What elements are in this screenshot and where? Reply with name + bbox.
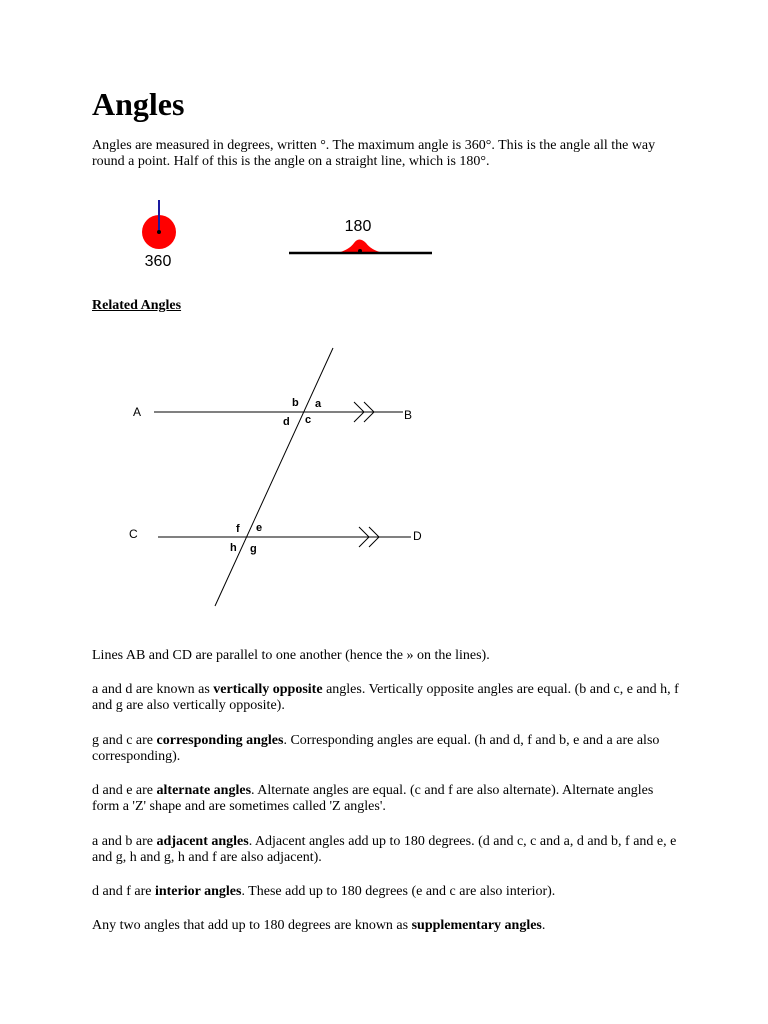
definition-term: alternate angles	[156, 783, 252, 798]
angle-label-f: f	[236, 523, 240, 535]
transversal-line	[215, 348, 333, 606]
definition-corresponding	[92, 733, 682, 765]
definition-text: d and e are	[92, 783, 157, 798]
angle-label-h: h	[230, 542, 237, 554]
intro-paragraph: Angles are measured in degrees, written °. The maximum angle is 360°. This is the angle all the way round a point. Half of this is the angle on a straight line, which is 180°.	[92, 138, 656, 169]
definition-term: supplementary angles	[411, 918, 542, 933]
label-180: 180	[344, 218, 372, 235]
angle-label-b: b	[292, 397, 299, 409]
definition-vertically-opposite	[92, 682, 682, 714]
definition-text: . Alternate angles are equal. (c and f are also alternate). Alternate angles form a 'Z' shape and are sometimes called 'Z angles'.	[92, 783, 654, 814]
point-label-c: C	[129, 527, 138, 541]
label-360: 360	[144, 253, 172, 270]
definition-text: . These add up to 180 degrees (e and c are also interior).	[241, 884, 556, 899]
angle-label-e: e	[256, 522, 263, 534]
definition-text: .	[541, 918, 546, 933]
definition-interior	[92, 884, 682, 900]
definition-text: a and d are known as	[92, 682, 214, 697]
definition-text: d and f are	[92, 884, 155, 899]
angle-label-g: g	[250, 543, 257, 555]
definition-alternate	[92, 783, 682, 815]
definition-text: a and b are	[92, 834, 157, 849]
point-label-d: D	[413, 529, 422, 543]
definition-term: interior angles	[154, 884, 242, 899]
point-label-a: A	[133, 405, 142, 419]
angle-label-d: d	[283, 416, 290, 428]
definition-text: . Adjacent angles add up to 180 degrees. (d and c, c and a, d and b, f and e, e and g, h and g, h and f are also adjacent).	[92, 834, 677, 865]
angle-label-a: a	[315, 398, 322, 410]
definition-text: angles. Vertically opposite angles are equal. (b and c, e and h, f and g are also vertically opposite).	[92, 682, 679, 713]
definition-term: vertically opposite	[213, 682, 323, 697]
point-label-b: B	[404, 408, 413, 422]
definition-adjacent	[92, 834, 682, 866]
definition-supplementary	[92, 918, 682, 934]
definition-text: g and c are	[92, 733, 157, 748]
definition-text: Any two angles that add up to 180 degrees are known as	[92, 918, 412, 933]
definition-text: . Corresponding angles are equal. (h and d, f and b, e and a are also corresponding).	[92, 733, 660, 764]
page-title: Angles	[92, 86, 185, 122]
parallel-note: Lines AB and CD are parallel to one another (hence the » on the lines).	[92, 648, 490, 663]
definition-term: adjacent angles	[156, 834, 249, 849]
angle-label-c: c	[305, 414, 312, 426]
definition-term: corresponding angles	[156, 733, 284, 748]
related-angles-heading: Related Angles	[92, 298, 182, 313]
